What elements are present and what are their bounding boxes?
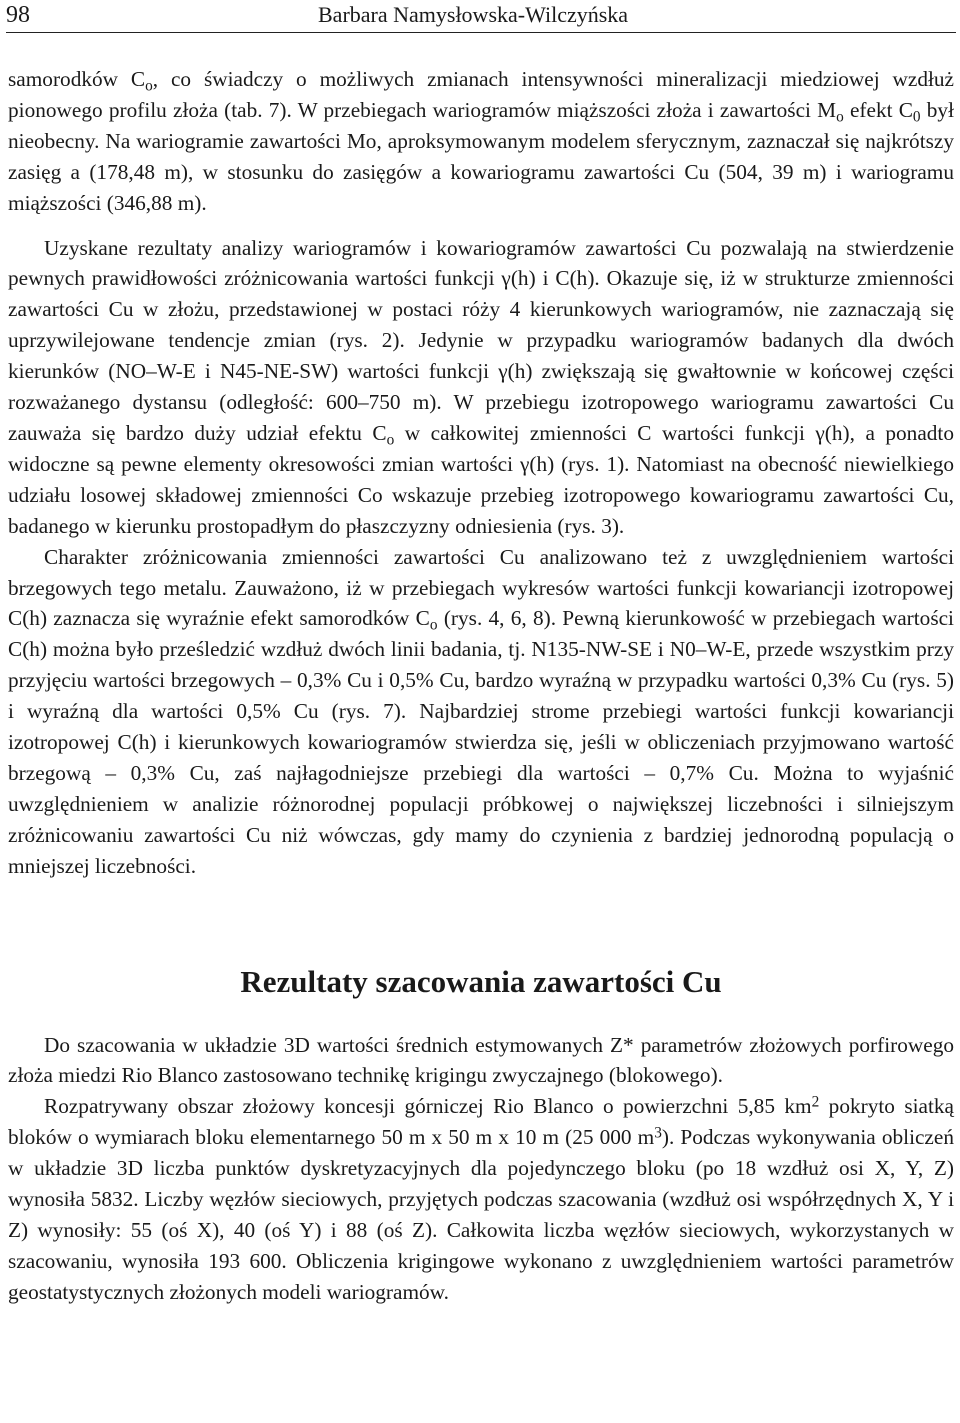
superscript: 2 [811,1093,820,1111]
paragraph-4 [8,1030,954,1092]
text-run: Do szacowania w układzie 3D wartości średnich estymowanych Z* parametrów złożowych porfirowego złoża miedzi Rio Blanco zastosowano technikę krigingu zwyczajnego (blokowego). [8,1032,954,1088]
paragraph-1 [8,64,954,219]
paragraph-5 [8,1091,954,1307]
text-run: (rys. 4, 6, 8). Pewną kierunkowość w przebiegach wartości C(h) można było prześledzić wzdłuż dwóch linii badania, tj. N135-NW-SE i N0–W-E, przede wszystkim przy przyjęciu wartości brzegowych – 0,3% Cu i 0,5% Cu, bardzo wyraźną w przypadku wartości 0,3% Cu (rys. 5) i wyraźną dla wartości 0,5% Cu (rys. 7). Najbardziej strome przebiegi wartości funkcji kowariancji izotropowej C(h) i kierunkowych kowariogramów stwierdza się, jeśli w obliczeniach przyjmowano wartość brzegową – 0,3% Cu, zaś najłagodniejsze przebiegi dla wartości – 0,7% Cu. Można to wyjaśnić uwzględnieniem w analizie różnorodnej populacji próbkowej o największej liczebności i silniejszym zróżnicowaniu zawartości Cu niż wówczas, gdy mamy do czynienia z bardziej jednorodną populacją o mniejszej liczebności. [8,606,954,878]
text-run: był nieobecny. Na wariogramie zawartości Mo, aproksymowanym modelem sferycznym, zaznaczał się najkrótszy zasięg a (178,48 m), w stosunku do zasięgów a kowariogramu zawartości Cu (504, 39 m) i wariogramu miąższości (346,88 m). [8,97,954,215]
body-text [8,64,954,1308]
text-run: Rozpatrywany obszar złożowy koncesji górniczej Rio Blanco o powierzchni 5,85 km [44,1094,812,1119]
text-run: Charakter zróżnicowania zmienności zawartości Cu analizowano też z uwzględnieniem wartości brzegowych tego metalu. Zauważono, iż w przebiegach wykresów wartości funkcji kowariancji izotropowej C(h) zaznacza się wyraźnie efekt samorodków C [8,544,954,631]
section-heading: Rezultaty szacowania zawartości Cu [240,963,722,999]
text-run: pokryto siatką bloków o wymiarach bloku elementarnego 50 m x 50 m x 10 m (25 000 m [8,1094,954,1150]
subscript: o [386,431,395,449]
text-run: w całkowitej zmienności C wartości funkcji γ(h), a ponadto widoczne są pewne elementy okresowości zmian wartości γ(h) (rys. 1). Natomiast na obecność niewielkiego udziału losowej składowej zmienności Co wskazuje przebieg izotropowego kowariogramu zawartości Cu, badanego w kierunku prostopadłym do płaszczyzny odniesienia (rys. 3). [8,420,954,538]
subscript: o [836,108,844,126]
superscript: 3 [654,1124,662,1142]
text-run: samorodków C [8,67,146,91]
paragraph-2 [8,233,954,542]
subscript: o [429,616,438,634]
subscript: o [145,77,153,95]
paragraph-3 [8,542,954,882]
header-rule [6,32,956,33]
text-run: ). Podczas wykonywania obliczeń w układzie 3D liczba punktów dyskretyzacyjnych dla pojedynczego bloku (po 18 wzdłuż osi X, Y, Z) wynosiła 5832. Liczby węzłów sieciowych, przyjętych podczas szacowania (wzdłuż osi współrzędnych X, Y i Z) wynosiły: 55 (oś X), 40 (oś Y) i 88 (oś Z). Całkowita liczba węzłów sieciowych, wykorzystanych w szacowaniu, wynosiła 193 600. Obliczenia krigingowe wykonano z uwzględnieniem wartości parametrów geostatystycznych złożonych modeli wariogramów. [8,1125,954,1304]
page-number: 98 [6,2,30,28]
text-run: , co świadczy o możliwych zmianach intensywności mineralizacji miedziowej wzdłuż pionowego profilu złoża (tab. 7). W przebiegach wariogramów miąższości złoża i zawartości M [8,67,954,122]
text-run: Uzyskane rezultaty analizy wariogramów i kowariogramów zawartości Cu pozwalają na stwierdzenie pewnych prawidłowości zróżnicowania wartości funkcji γ(h) i C(h). Okazuje się, iż w strukturze zmienności zawartości Cu w złożu, przedstawionej w postaci róży 4 kierunkowych wariogramów, nie zaznaczają się uprzywilejowane tendencje zmian (rys. 2). Jedynie w przypadku wariogramów badanych dla dwóch kierunków (NO–W-E i N45-NE-SW) wartości funkcji γ(h) zwiększają się gwałtownie w końcowej części rozważanego dystansu (odległość: 600–750 m). W przebiegu izotropowego wariogramu zawartości Cu zauważa się bardzo duży udział efektu C [8,235,954,445]
page-header [0,0,960,36]
running-head-author: Barbara Namysłowska-Wilczyńska [318,2,629,27]
subscript: 0 [912,108,921,126]
text-run: efekt C [843,97,913,122]
